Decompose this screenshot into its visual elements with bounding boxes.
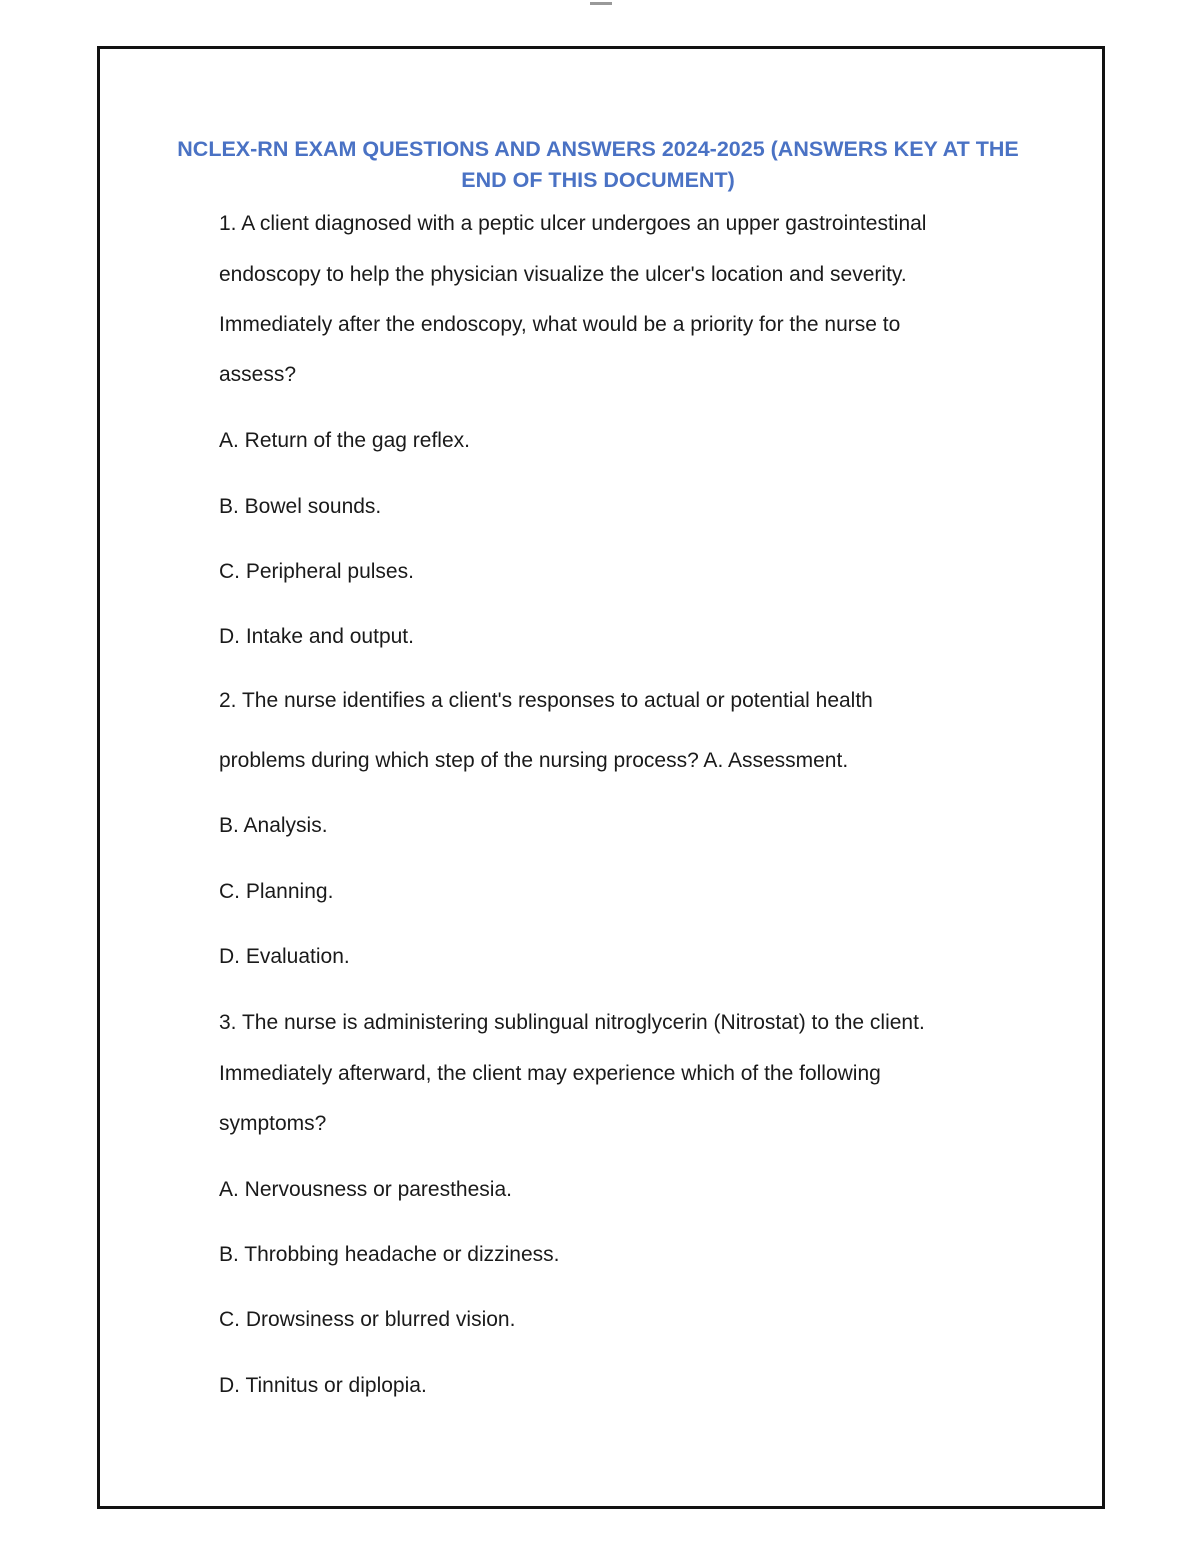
question-2-line-2: problems during which step of the nursing process? A. Assessment.	[219, 749, 849, 772]
question-3-option-c: C. Drowsiness or blurred vision.	[219, 1308, 516, 1331]
question-3-line-1: 3. The nurse is administering sublingual nitroglycerin (Nitrostat) to the client.	[219, 1011, 925, 1034]
document-title: NCLEX-RN EXAM QUESTIONS AND ANSWERS 2024-2025 (ANSWERS KEY AT THE END OF THIS DOCUMENT)	[177, 137, 1019, 192]
question-1-line-1: 1. A client diagnosed with a peptic ulcer undergoes an upper gastrointestinal	[219, 212, 927, 235]
question-1-line-2: endoscopy to help the physician visualize the ulcer's location and severity.	[219, 263, 907, 286]
question-1-line-3: Immediately after the endoscopy, what would be a priority for the nurse to	[219, 313, 901, 336]
question-1-option-b: B. Bowel sounds.	[219, 495, 382, 518]
question-2-line-1: 2. The nurse identifies a client's responses to actual or potential health	[219, 689, 873, 712]
question-2-option-c: C. Planning.	[219, 880, 334, 903]
question-3-option-b: B. Throbbing headache or dizziness.	[219, 1243, 560, 1266]
question-3-option-d: D. Tinnitus or diplopia.	[219, 1374, 427, 1397]
question-3-option-a: A. Nervousness or paresthesia.	[219, 1178, 512, 1201]
question-2-option-b: B. Analysis.	[219, 814, 328, 837]
question-3-line-3: symptoms?	[219, 1112, 327, 1135]
question-3-line-2: Immediately afterward, the client may experience which of the following	[219, 1062, 881, 1085]
header-mark	[590, 2, 612, 5]
question-1-option-d: D. Intake and output.	[219, 625, 414, 648]
question-1-option-c: C. Peripheral pulses.	[219, 560, 414, 583]
question-1-line-4: assess?	[219, 363, 297, 386]
question-2-option-d: D. Evaluation.	[219, 945, 350, 968]
question-1-option-a: A. Return of the gag reflex.	[219, 429, 470, 452]
